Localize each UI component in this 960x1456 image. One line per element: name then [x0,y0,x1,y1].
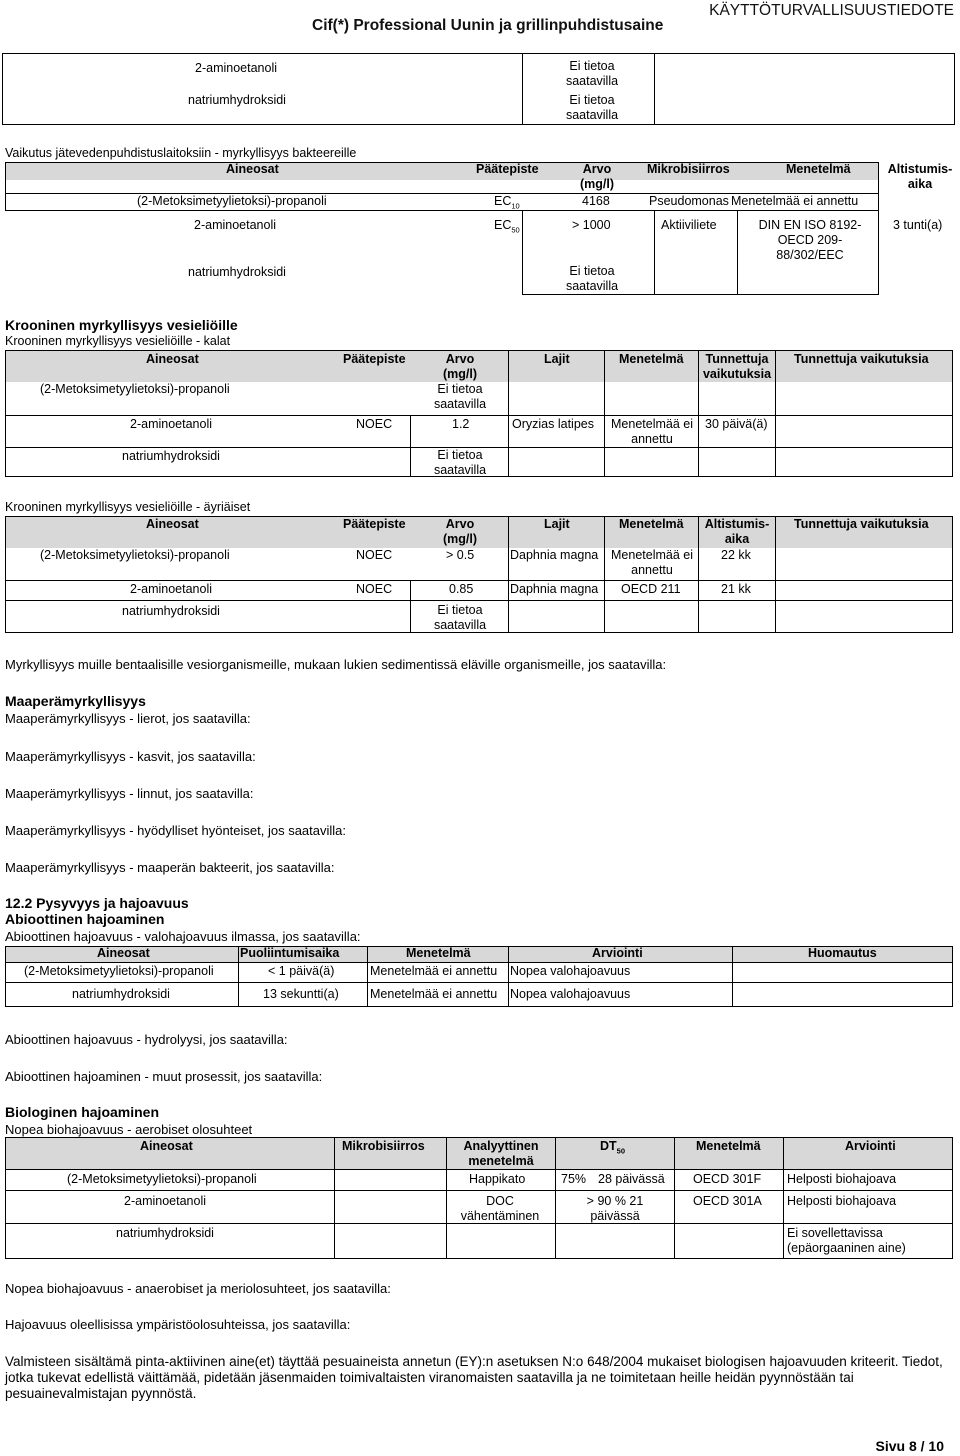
table-cell: Ei tietoa saatavilla [565,93,619,122]
col-header-mikrobisiirros: Mikrobisiirros [647,162,730,176]
col-header-menetelma: Menetelmä [786,162,851,176]
soil-item: Maaperämyrkyllisyys - maaperän bakteerit, jos saatavilla: [5,860,335,875]
table-cell: OECD 211 [621,582,681,596]
document-kind: KÄYTTÖTURVALLISUUSTIEDOTE [709,2,954,19]
product-title: Cif(*) Professional Uunin ja grillinpuhdistusaine [312,17,664,34]
table-border [5,350,953,351]
table-border [508,516,509,633]
col-header-altistumisaika: Altistumis-aika [704,517,770,546]
table-border [5,1190,953,1191]
col-header-mikrobisiirros: Mikrobisiirros [342,1139,425,1153]
top-table-col-divider [654,53,655,125]
table-cell: 28 päivässä [598,1172,665,1186]
table-cell: Nopea valohajoavuus [510,964,631,978]
col-header-aineosat: Aineosat [226,162,279,176]
table-cell: Happikato [469,1172,526,1186]
section-heading: Maaperämyrkyllisyys [5,693,146,709]
table-cell: 1.2 [452,417,470,431]
table-border [5,1006,953,1007]
table-border [674,1137,675,1259]
table-cell: 30 päivä(ä) [705,417,768,431]
biodegradability-statement: Valmisteen sisältämä pinta-aktiivinen aine(et) täyttää pesuaineista annetun (EY):n asetuksen N:o 648/2004 mukaiset biologisen hajoavuuden kriteerit. Tiedot, jotka tukevat edellistä väittämää, pidetään jäsenmaiden toimivaltaisten viranomaisten saatavilla ja ne toimitetaan heille heidän pyynnöstään tai pesuainevalmistajan pyynnöstä. [5,1354,943,1401]
table-border [555,1137,556,1259]
table-border [878,162,879,211]
table-cell: Aktiiviliete [661,218,717,232]
table-cell: DIN EN ISO 8192-OECD 209-88/302/EEC [758,218,862,262]
table-cell: Helposti biohajoava [787,1172,897,1186]
table-border [5,1137,6,1259]
col-header-puoliintumisaika: Puoliintumisaika [240,946,340,960]
table-cell: Ei sovellettavissa (epäorgaaninen aine) [787,1226,906,1255]
table-cell: > 90 % 21 päivässä [586,1194,644,1223]
col-header-arvo: Arvo (mg/l) [579,162,615,191]
table-border [604,516,605,633]
table-border [783,1137,784,1259]
table-border [410,415,411,477]
table-border [522,294,879,295]
table-border [604,350,605,477]
table-cell: Menetelmää ei annettu [370,964,498,978]
table-cell: OECD 301F [693,1172,762,1186]
col-header-arvo: Arvo (mg/l) [442,517,478,546]
table-cell: DOC vähentäminen [460,1194,540,1223]
col-header-analyyttinen: Analyyttinen menetelmä [463,1139,539,1168]
table-border [5,600,953,601]
table-cell: 75% [561,1172,587,1186]
table-border [775,516,776,633]
table-cell: Daphnia magna [510,548,599,562]
table-cell: 13 sekuntti(a) [263,987,339,1001]
table-header-shade [5,162,879,180]
table-cell: Ei tietoa saatavilla [433,448,487,477]
soil-item: Maaperämyrkyllisyys - lierot, jos saatavilla: [5,711,251,726]
other-processes-text: Abioottinen hajoaminen - muut prosessit, jos saatavilla: [5,1069,323,1084]
table-cell: Menetelmää ei annettu [611,548,693,577]
page-number: Sivu 8 / 10 [875,1438,944,1454]
table-border [952,946,953,1007]
table-border [410,580,411,633]
table-cell: natriumhydroksidi [188,93,286,107]
col-header-aineosat: Aineosat [146,352,199,366]
table-border [5,580,953,581]
top-table-border-top [2,53,955,54]
table-cell: NOEC [356,548,393,562]
table-border [698,350,699,477]
col-header-paatepiste: Päätepiste [343,352,406,366]
top-table-border-bottom [2,124,955,125]
table-border [737,210,738,295]
table-cell: 0.85 [449,582,474,596]
table-cell: Menetelmää ei annettu [611,417,693,446]
benthic-text: Myrkyllisyys muille bentaalisille vesiorganismeille, mukaan lukien sedimentissä eläville organismeille, jos saatavilla: [5,657,667,672]
table-border [654,210,655,295]
table-cell: Helposti biohajoava [787,1194,897,1208]
table-cell: Daphnia magna [510,582,599,596]
table-cell: 21 kk [721,582,751,596]
table-border [5,162,6,211]
table-border [508,946,509,1007]
table-border [238,946,239,1007]
section-heading: Krooninen myrkyllisyys vesieliöille [5,317,238,333]
table-border [5,350,6,477]
table-cell: Menetelmää ei annettu [370,987,498,1001]
wastewater-caption: Vaikutus jätevedenpuhdistuslaitoksiin - myrkyllisyys bakteereille [5,146,357,160]
table-cell: Nopea valohajoavuus [510,987,631,1001]
col-header-arviointi: Arviointi [592,946,643,960]
col-header-lajit: Lajit [544,517,570,531]
table-cell: 2-aminoetanoli [124,1194,206,1208]
col-header-arviointi: Arviointi [845,1139,896,1153]
col-header-paatepiste: Päätepiste [343,517,406,531]
col-header-menetelma: Menetelmä [619,352,684,366]
table-border [334,1137,335,1259]
table-cell: NOEC [356,417,393,431]
table-border [952,1137,953,1259]
top-table-border-right [954,53,955,125]
table-cell: Ei tietoa saatavilla [565,264,619,293]
table-border [5,946,6,1007]
hydrolysis-text: Abioottinen hajoavuus - hydrolyysi, jos saatavilla: [5,1032,288,1047]
table-border [5,1137,953,1138]
table-cell: 4168 [582,194,610,208]
top-table-col-divider [522,53,523,125]
section-heading: Abioottinen hajoaminen [5,911,165,927]
table-cell: natriumhydroksidi [122,449,220,463]
environment-text: Hajoavuus oleellisissa ympäristöolosuhteissa, jos saatavilla: [5,1317,351,1332]
col-header-aineosat: Aineosat [146,517,199,531]
col-header-tunnettuja-2: Tunnettuja vaikutuksia [794,352,929,366]
table-cell: 2-aminoetanoli [195,61,277,75]
table-border [698,516,699,633]
col-header-dt50: $DT_{50}$ [600,1139,626,1156]
table-cell: 2-aminoetanoli [194,218,276,232]
col-header-aineosat: Aineosat [140,1139,193,1153]
crustacean-caption: Krooninen myrkyllisyys vesieliöille - äyriäiset [5,500,251,514]
table-cell: Menetelmää ei annettu [731,194,859,208]
col-header-aineosat: Aineosat [97,946,150,960]
table-border [775,350,776,477]
table-cell: 22 kk [721,548,751,562]
table-border [522,210,523,295]
table-cell: Ei tietoa saatavilla [565,59,619,88]
table-border [5,1258,953,1259]
col-header-arvo: Arvo (mg/l) [442,352,478,381]
table-cell: natriumhydroksidi [72,987,170,1001]
bio-caption: Nopea biohajoavuus - aerobiset olosuhteet [5,1122,253,1137]
table-cell: (2-Metoksimetyylietoksi)-propanoli [67,1172,257,1186]
table-border [5,516,6,633]
col-header-menetelma: Menetelmä [696,1139,761,1153]
soil-item: Maaperämyrkyllisyys - kasvit, jos saatavilla: [5,749,256,764]
table-cell: NOEC [356,582,393,596]
col-header-tunnettuja: Tunnettuja vaikutuksia [702,352,772,381]
table-cell: $EC_{50}$ [494,218,520,235]
table-cell: (2-Metoksimetyylietoksi)-propanoli [137,194,327,208]
fish-caption: Krooninen myrkyllisyys vesieliöille - kalat [5,334,231,348]
table-cell: $EC_{10}$ [494,194,520,211]
table-cell: natriumhydroksidi [116,1226,214,1240]
col-header-menetelma: Menetelmä [619,517,684,531]
document-header [0,0,960,42]
section-heading: Biologinen hajoaminen [5,1104,160,1120]
col-header-menetelma: Menetelmä [406,946,471,960]
table-cell: natriumhydroksidi [188,265,286,279]
table-border [5,982,953,983]
table-cell: (2-Metoksimetyylietoksi)-propanoli [40,548,230,562]
table-border [5,1169,953,1170]
soil-item: Maaperämyrkyllisyys - linnut, jos saatavilla: [5,786,254,801]
table-border [367,946,368,1007]
table-border [5,962,953,963]
table-cell: OECD 301A [693,1194,762,1208]
table-border [446,1137,447,1259]
table-border [5,415,953,416]
table-cell: Ei tietoa saatavilla [433,603,487,632]
table-cell: > 1000 [572,218,611,232]
table-cell: < 1 päivä(ä) [268,964,335,978]
table-border [878,210,879,295]
col-header-altistumisaika: Altistumis-aika [887,162,953,191]
table-border [732,946,733,1007]
photo-caption: Abioottinen hajoavuus - valohajoavuus ilmassa, jos saatavilla: [5,929,361,944]
table-cell: natriumhydroksidi [122,604,220,618]
table-border [508,350,509,477]
table-cell: (2-Metoksimetyylietoksi)-propanoli [24,964,214,978]
table-border [952,350,953,477]
col-header-lajit: Lajit [544,352,570,366]
col-header-paatepiste: Päätepiste [476,162,539,176]
col-header-tunnettuja: Tunnettuja vaikutuksia [794,517,929,531]
table-cell: Pseudomonas [649,194,729,208]
table-cell: Oryzias latipes [512,417,594,431]
table-border [952,516,953,633]
table-cell: > 0.5 [446,548,475,562]
anaerobic-text: Nopea biohajoavuus - anaerobiset ja meriolosuhteet, jos saatavilla: [5,1281,391,1296]
top-table-border-left [2,53,3,125]
table-border [5,162,879,163]
table-cell: 2-aminoetanoli [130,417,212,431]
table-cell: 3 tunti(a) [893,218,943,232]
table-border [5,210,879,211]
table-cell: (2-Metoksimetyylietoksi)-propanoli [40,382,230,396]
soil-item: Maaperämyrkyllisyys - hyödylliset hyönteiset, jos saatavilla: [5,823,347,838]
table-cell: Ei tietoa saatavilla [433,382,487,411]
section-heading: 12.2 Pysyvyys ja hajoavuus [5,895,189,911]
col-header-huomautus: Huomautus [808,946,877,960]
table-cell: 2-aminoetanoli [130,582,212,596]
